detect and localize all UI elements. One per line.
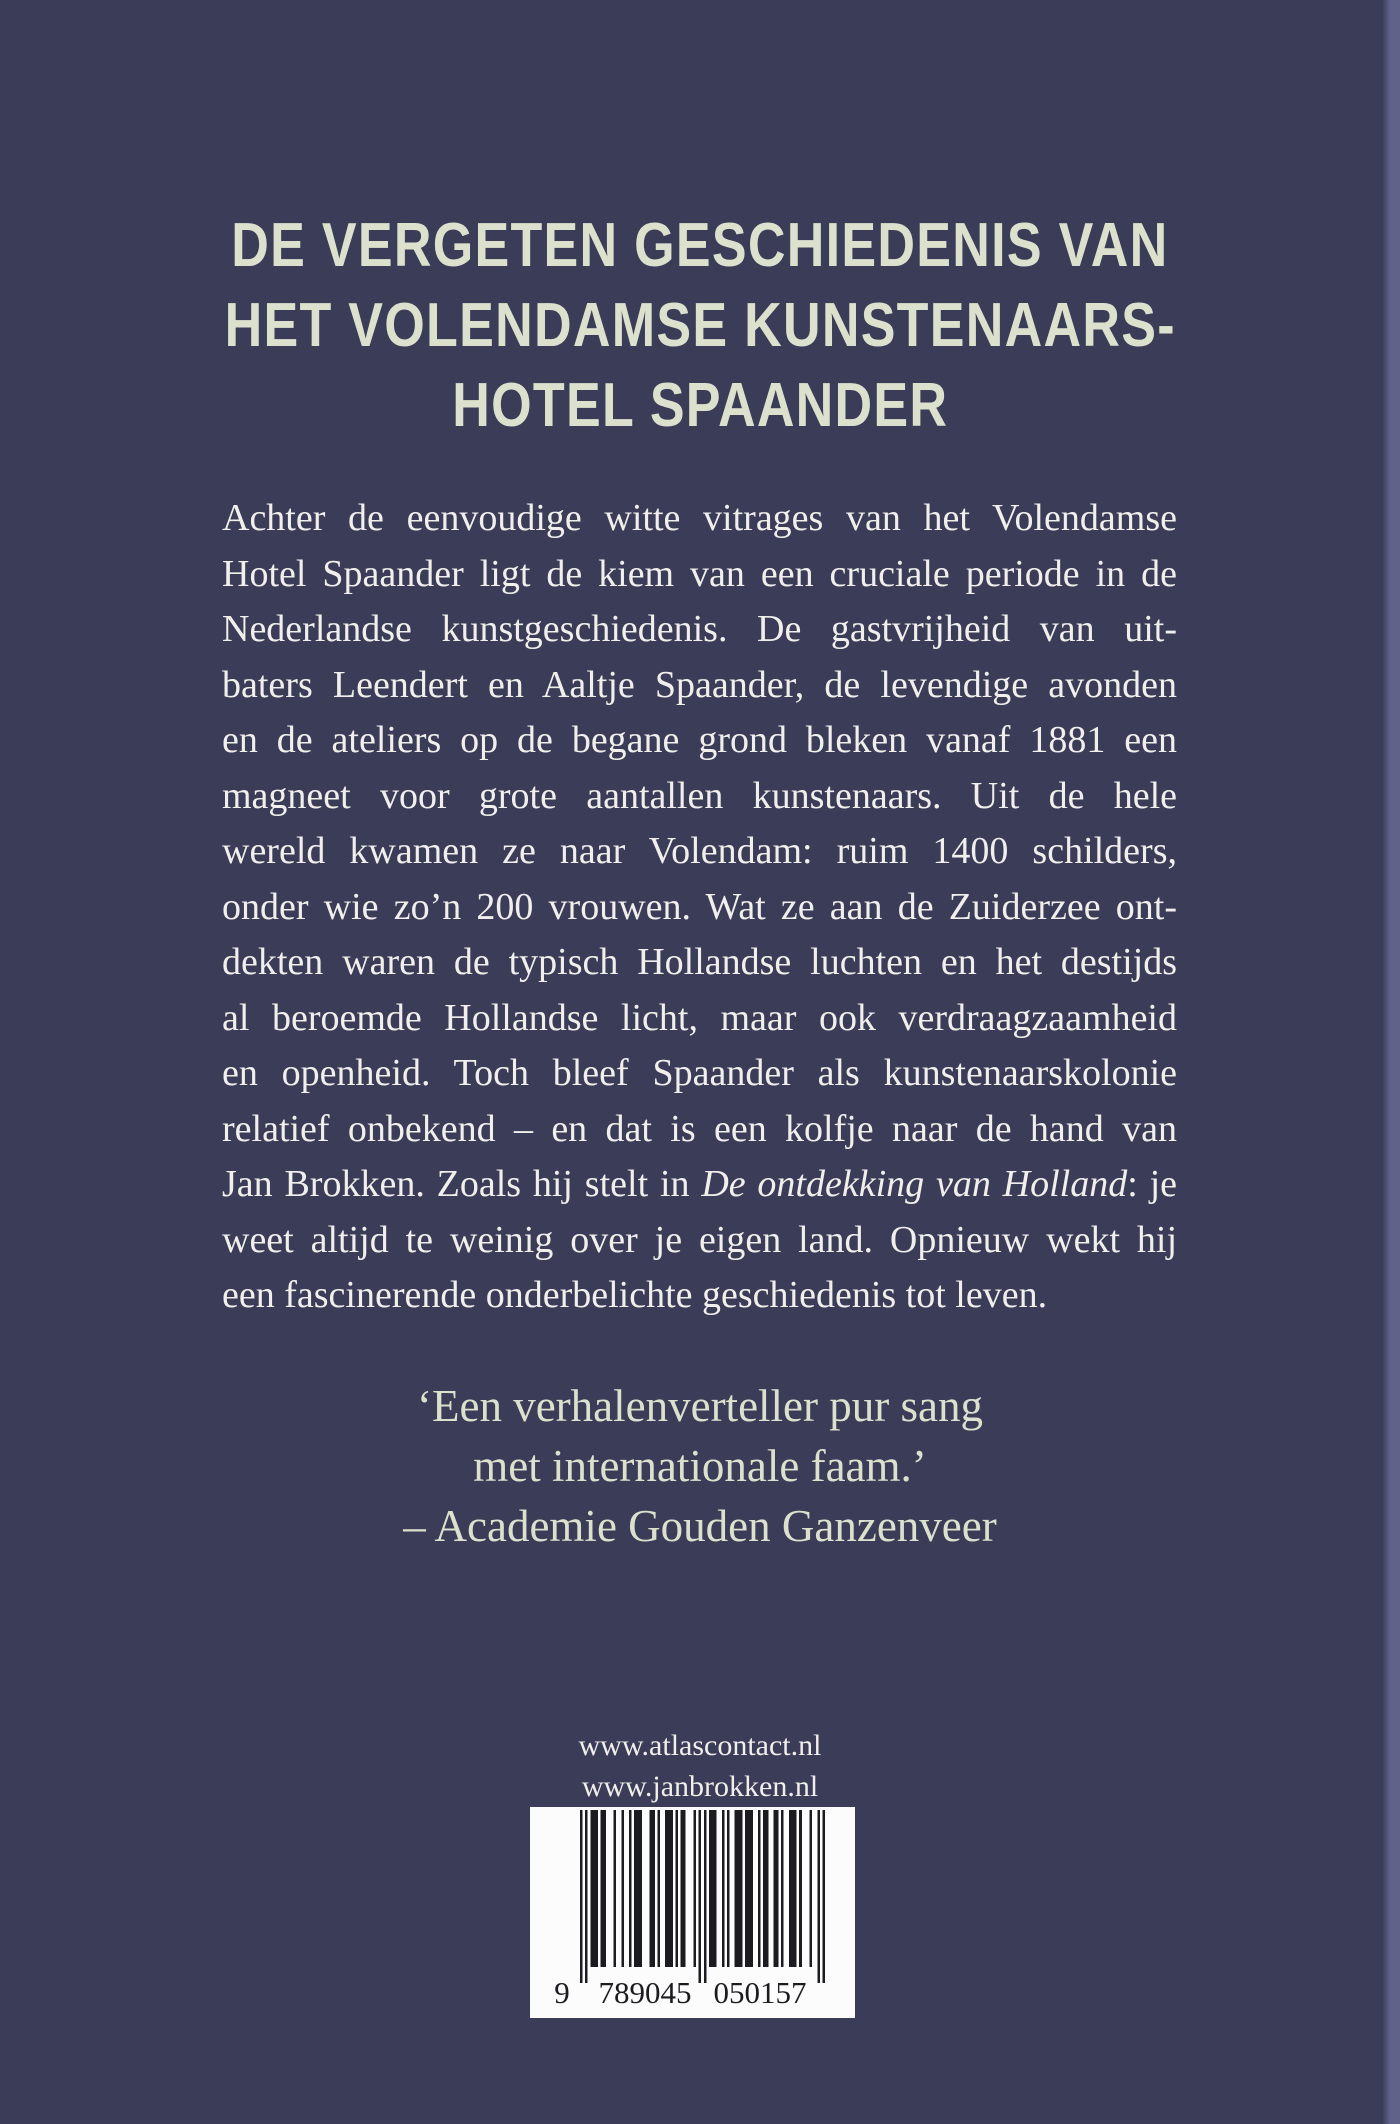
website-links xyxy=(0,1725,1400,1807)
isbn-digit-group-1: 9 xyxy=(554,1975,570,2010)
blurb-line: Jan Brokken. Zoals hij stelt in De ontdekking van Holland: je xyxy=(222,1163,1177,1205)
author-url: www.janbrokken.nl xyxy=(581,1770,819,1803)
blurb-line: weet altijd te weinig over je eigen land. Opnieuw wekt hij xyxy=(222,1218,1177,1261)
blurb-line: relatief onbekend – en dat is een kolfje naar de hand van xyxy=(222,1107,1177,1150)
blurb-line: een fascinerende onderbelichte geschiedenis tot leven. xyxy=(222,1274,1048,1316)
blurb-line: al beroemde Hollandse licht, maar ook verdraagzaamheid xyxy=(222,996,1177,1039)
blurb-line: wereld kwamen ze naar Volendam: ruim 1400 schilders, xyxy=(222,830,1177,872)
review-quote-line-2: met internationale faam.’ xyxy=(473,1441,927,1491)
blurb-line: Nederlandse kunstgeschiedenis. De gastvrijheid van uit- xyxy=(222,608,1177,650)
isbn-barcode xyxy=(530,1807,855,2018)
review-quote-line-1: ‘Een verhalenverteller pur sang xyxy=(417,1381,983,1431)
isbn-digit-group-3: 050157 xyxy=(713,1975,807,2010)
isbn-number xyxy=(530,1977,855,2013)
blurb-line: en de ateliers op de begane grond bleken vanaf 1881 een xyxy=(222,719,1177,761)
review-quote xyxy=(0,1376,1400,1556)
blurb-line: dekten waren de typisch Hollandse luchten en het destijds xyxy=(222,941,1177,983)
cover-title xyxy=(0,206,1400,446)
blurb-line: magneet voor grote aantallen kunstenaars. Uit de hele xyxy=(222,774,1177,817)
blurb-line: Achter de eenvoudige witte vitrages van het Volendamse xyxy=(222,497,1177,539)
cover-title-line-2: HET VOLENDAMSE KUNSTENAARS- xyxy=(224,291,1176,360)
blurb-line: Hotel Spaander ligt de kiem van een cruciale periode in de xyxy=(222,552,1177,595)
cover-title-line-3: HOTEL SPAANDER xyxy=(451,371,949,440)
publisher-url: www.atlascontact.nl xyxy=(578,1729,822,1762)
ean13-bars xyxy=(580,1810,825,1983)
cover-title-line-1: DE VERGETEN GESCHIEDENIS VAN xyxy=(231,211,1169,280)
blurb-line: en openheid. Toch bleef Spaander als kunstenaarskolonie xyxy=(222,1052,1177,1094)
isbn-digit-group-2: 789045 xyxy=(598,1975,692,2010)
review-quote-attribution: – Academie Gouden Ganzenveer xyxy=(403,1501,997,1551)
blurb-line: baters Leendert en Aaltje Spaander, de levendige avonden xyxy=(222,663,1177,706)
blurb-line: onder wie zo’n 200 vrouwen. Wat ze aan de Zuiderzee ont- xyxy=(222,885,1177,928)
back-cover-blurb xyxy=(222,491,1177,1324)
